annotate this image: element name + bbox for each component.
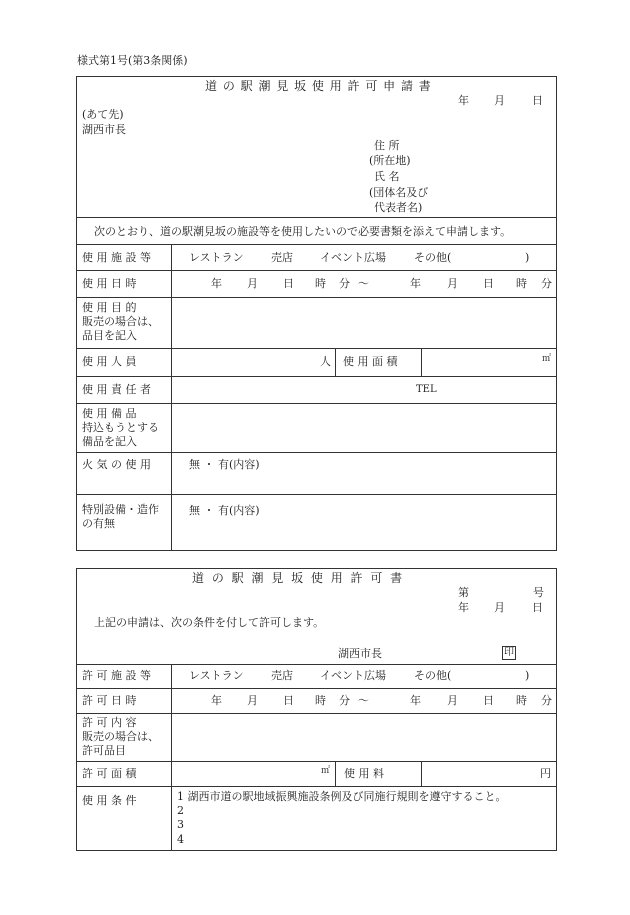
permit-content-label-3: 許可品目 xyxy=(82,744,126,757)
permit-option-event-plaza: イベント広場 xyxy=(320,669,386,682)
permit-number-dai: 第 xyxy=(458,586,469,599)
app-people-unit: 人 xyxy=(320,355,331,368)
permit-content-label-1: 許 可 内 容 xyxy=(82,716,137,729)
permit-form xyxy=(76,568,557,851)
permit-dt-tilde: ～ xyxy=(358,694,369,707)
app-date-year: 年 xyxy=(458,94,469,107)
app-dt-hour-2: 時 xyxy=(516,277,527,290)
applicant-location-label: (所在地) xyxy=(369,154,411,167)
app-facility-label: 使 用 施 設 等 xyxy=(82,251,151,264)
app-option-other: その他( xyxy=(414,251,452,264)
app-equip-label-1: 使 用 備 品 xyxy=(82,407,137,420)
form-number-note: 様式第1号(第3条関係) xyxy=(77,54,188,67)
app-special-label-2: の有無 xyxy=(82,517,115,530)
permit-option-shop: 売店 xyxy=(271,669,293,682)
permit-dt-minute-2: 分 xyxy=(541,694,552,707)
permit-mayor: 湖西市長 xyxy=(338,647,382,660)
addressee: 湖西市長 xyxy=(82,123,126,136)
app-special-options: 無 ・ 有(内容) xyxy=(189,504,260,517)
app-dt-hour: 時 xyxy=(315,277,326,290)
applicant-address-label: 住 所 xyxy=(374,139,400,152)
app-equip-label-2: 持込もうとする xyxy=(82,421,159,434)
permit-dt-day-2: 日 xyxy=(483,694,494,707)
permit-option-other: その他( xyxy=(414,669,452,682)
app-purpose-label-2: 販売の場合は、 xyxy=(82,315,159,328)
app-date-month: 月 xyxy=(494,94,505,107)
applicant-name-label: 氏 名 xyxy=(374,170,400,183)
permit-facility-label: 許 可 施 設 等 xyxy=(82,669,151,682)
app-dt-year-2: 年 xyxy=(410,277,421,290)
app-dt-tilde: ～ xyxy=(358,277,369,290)
permit-dt-minute: 分 xyxy=(339,694,350,707)
permit-dt-month: 月 xyxy=(247,694,258,707)
app-area-label: 使 用 面 積 xyxy=(343,355,398,368)
seal-mark: 印 xyxy=(504,647,514,658)
permit-number-go: 号 xyxy=(533,586,544,599)
application-form xyxy=(76,76,557,551)
application-statement: 次のとおり、道の駅潮見坂の施設等を使用したいので必要書類を添えて申請します。 xyxy=(94,225,512,238)
permit-fee-unit: 円 xyxy=(540,767,551,780)
app-people-label: 使 用 人 員 xyxy=(82,355,137,368)
app-option-other-close: ) xyxy=(525,251,530,264)
app-dt-day-2: 日 xyxy=(483,277,494,290)
permit-dt-hour: 時 xyxy=(315,694,326,707)
permit-area-label: 許 可 面 積 xyxy=(82,767,137,780)
app-manager-label: 使 用 責 任 者 xyxy=(82,383,151,396)
permit-date-year: 年 xyxy=(458,601,469,614)
app-fire-label: 火 気 の 使 用 xyxy=(82,458,151,471)
permit-condition-3: 3 xyxy=(177,818,184,831)
app-special-label-1: 特別設備・造作 xyxy=(82,503,159,516)
permit-area-unit: ㎡ xyxy=(321,766,331,776)
permit-condition-4: 4 xyxy=(177,833,184,846)
app-tel-label: TEL xyxy=(416,384,437,395)
permit-date-day: 日 xyxy=(532,601,543,614)
app-equip-label-3: 備品を記入 xyxy=(82,435,137,448)
permit-option-other-close: ) xyxy=(525,669,530,682)
app-dt-minute: 分 xyxy=(339,277,350,290)
app-option-event-plaza: イベント広場 xyxy=(320,251,386,264)
permit-title: 道 の 駅 潮 見 坂 使 用 許 可 書 xyxy=(192,571,405,585)
app-option-restaurant: レストラン xyxy=(189,251,244,264)
permit-content-label-2: 販売の場合は、 xyxy=(82,730,159,743)
app-purpose-label-3: 品目を記入 xyxy=(82,329,137,342)
permit-conditions-label: 使 用 条 件 xyxy=(82,794,137,807)
app-area-unit: ㎡ xyxy=(542,354,552,364)
permit-dt-year: 年 xyxy=(211,694,222,707)
application-title: 道 の 駅 潮 見 坂 使 用 許 可 申 請 書 xyxy=(205,79,432,93)
app-dt-day: 日 xyxy=(283,277,294,290)
permit-option-restaurant: レストラン xyxy=(189,669,244,682)
permit-dt-year-2: 年 xyxy=(410,694,421,707)
app-option-shop: 売店 xyxy=(271,251,293,264)
app-date-day: 日 xyxy=(532,94,543,107)
applicant-org-label-2: 代表者名) xyxy=(374,201,423,214)
permit-condition-1: 1 湖西市道の駅地域振興施設条例及び同施行規則を遵守すること。 xyxy=(177,790,507,803)
permit-fee-label: 使 用 料 xyxy=(344,767,384,780)
applicant-org-label-1: (団体名及び xyxy=(369,186,429,199)
app-dt-year: 年 xyxy=(211,277,222,290)
app-datetime-label: 使 用 日 時 xyxy=(82,277,137,290)
permit-statement: 上記の申請は、次の条件を付して許可します。 xyxy=(94,616,325,629)
addressee-prefix: (あて先) xyxy=(82,108,124,121)
app-dt-month-2: 月 xyxy=(447,277,458,290)
permit-condition-2: 2 xyxy=(177,804,184,817)
permit-dt-month-2: 月 xyxy=(447,694,458,707)
permit-dt-day: 日 xyxy=(283,694,294,707)
app-dt-minute-2: 分 xyxy=(541,277,552,290)
permit-date-month: 月 xyxy=(494,601,505,614)
app-dt-month: 月 xyxy=(247,277,258,290)
app-purpose-label-1: 使 用 目 的 xyxy=(82,301,137,314)
permit-dt-hour-2: 時 xyxy=(516,694,527,707)
app-fire-options: 無 ・ 有(内容) xyxy=(189,458,260,471)
permit-datetime-label: 許 可 日 時 xyxy=(82,694,137,707)
